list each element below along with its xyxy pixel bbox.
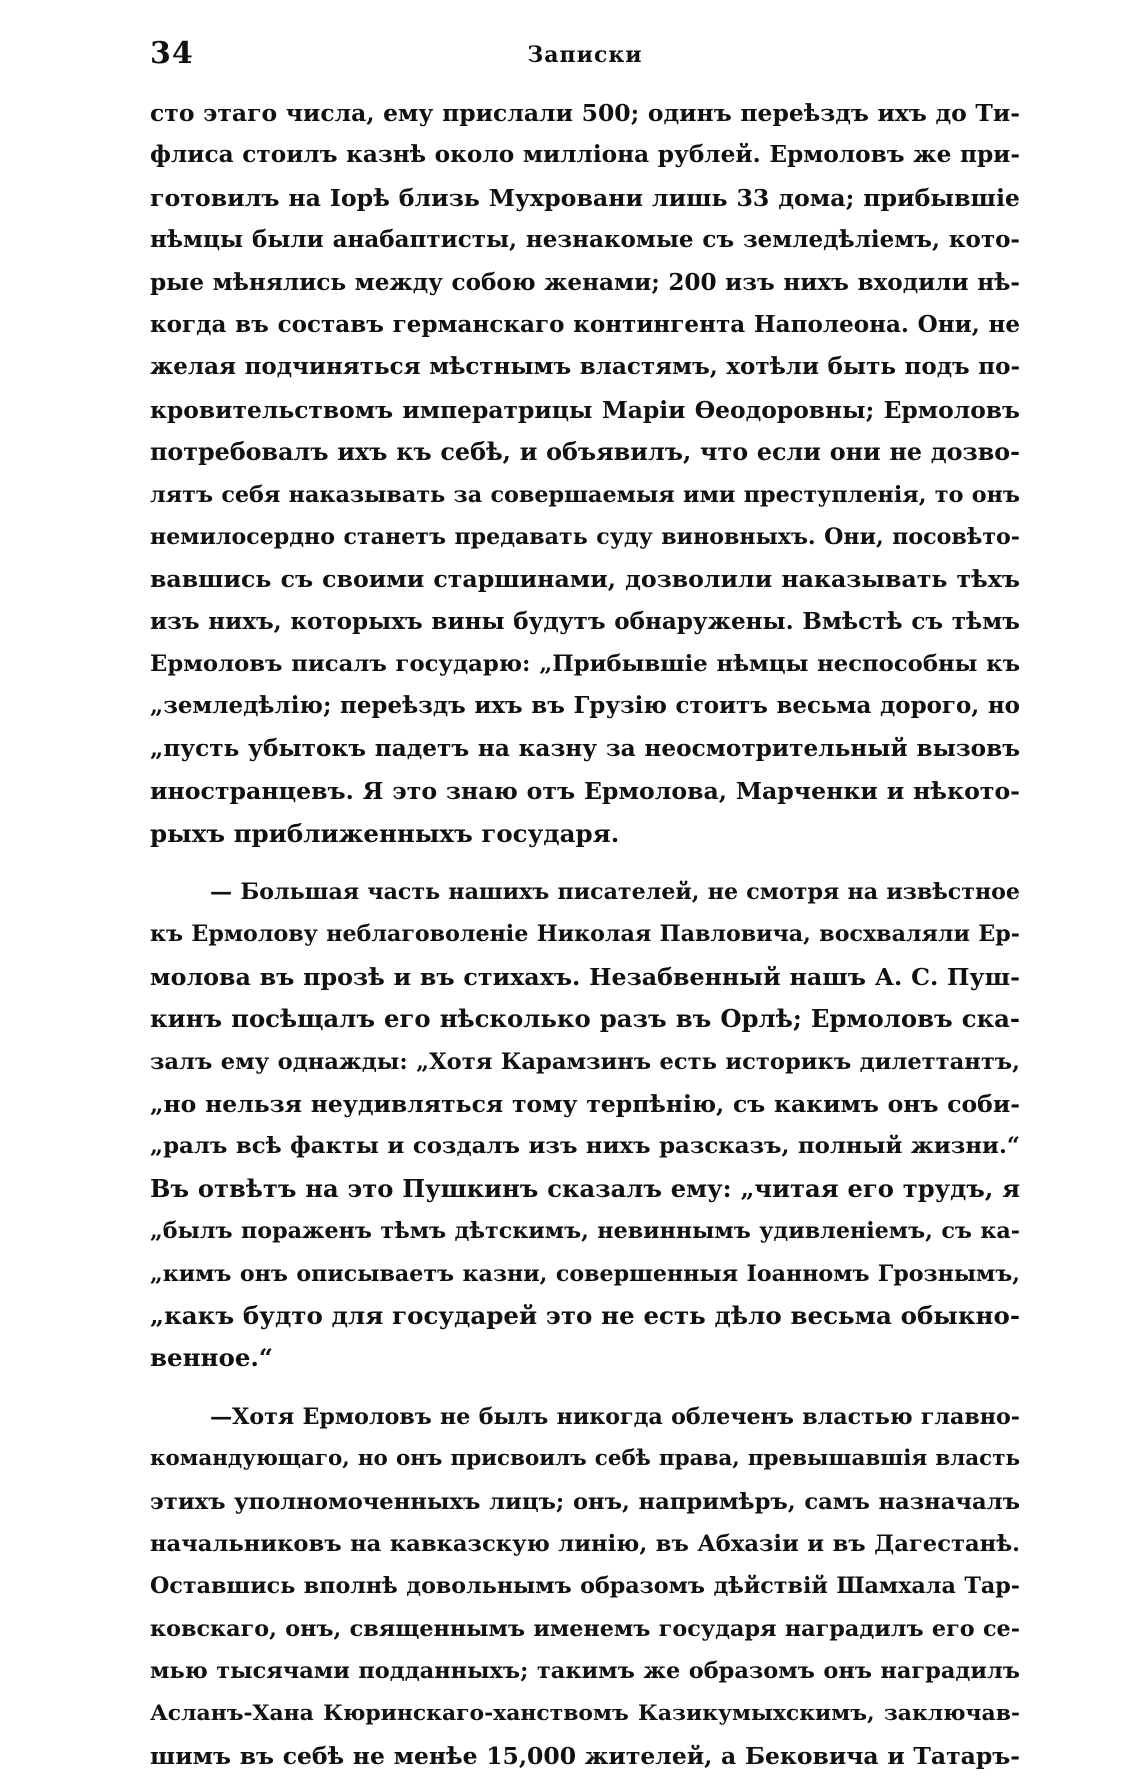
text-line: лятъ себя наказывать за совершаемыя ими преступленія, то онъ (150, 481, 1020, 508)
text-line: кинъ посѣщалъ его нѣсколько разъ въ Орлѣ; Ермоловъ ска- (150, 1004, 1020, 1034)
text-line: Асланъ-Хана Кюринскаго-ханствомъ Казикумыхскимъ, заключав- (150, 1700, 1020, 1727)
running-head (150, 36, 1020, 76)
text-line: когда въ составъ германскаго контингента Наполеона. Они, не (150, 310, 1020, 338)
text-line: Въ отвѣтъ на это Пушкинъ сказалъ ему: „читая его трудъ, я (150, 1173, 1020, 1203)
text-line: залъ ему однажды: „Хотя Карамзинъ есть историкъ дилеттантъ, (150, 1048, 1020, 1075)
text-line: кровительствомъ императрицы Маріи Ѳеодоровны; Ермоловъ (150, 395, 1020, 424)
text-line: рые мѣнялись между собою женами; 200 изъ нихъ входили нѣ- (150, 268, 1020, 296)
text-line: къ Ермолову неблаговоленіе Николая Павловича, восхваляли Ер- (150, 921, 1020, 948)
page-number: 34 (150, 36, 194, 71)
text-line: „пусть убытокъ падетъ на казну за неосмотрительный вызовъ (150, 734, 1020, 762)
text-line: нѣмцы были анабаптисты, незнакомые съ земледѣліемъ, кото- (150, 226, 1020, 254)
text-line: командующаго, но онъ присвоилъ себѣ права, превышавшія власть (150, 1446, 1020, 1472)
text-line: немилосердно станетъ предавать суду виновныхъ. Они, посовѣто- (150, 523, 1020, 550)
text-line: сто этаго числа, ему прислали 500; одинъ переѣздъ ихъ до Ти- (150, 99, 1020, 127)
text-line: шимъ въ себѣ не менѣе 15,000 жителей, а Бековича и Татаръ- (150, 1741, 1020, 1770)
text-line: этихъ уполномоченныхъ лицъ; онъ, напримѣръ, самъ назначалъ (150, 1488, 1020, 1515)
paragraph-1 (150, 92, 1020, 855)
running-title: Записки (527, 42, 643, 68)
paragraph-3 (150, 1396, 1020, 1777)
text-line: начальниковъ на кавказскую линію, въ Абхазіи и въ Дагестанѣ. (150, 1530, 1020, 1557)
text-line: вавшись съ своими старшинами, дозволили наказывать тѣхъ (150, 565, 1020, 594)
text-line: изъ нихъ, которыхъ вины будутъ обнаружены. Вмѣстѣ съ тѣмъ (150, 607, 1020, 635)
text-line: иностранцевъ. Я это знаю отъ Ермолова, Марченки и нѣкото- (150, 777, 1020, 806)
text-line: „былъ пораженъ тѣмъ дѣтскимъ, невиннымъ удивленіемъ, съ ка- (150, 1218, 1020, 1245)
text-line: —Хотя Ермоловъ не былъ никогда облеченъ властью главно- (210, 1403, 1020, 1430)
text-line: потребовалъ ихъ къ себѣ, и объявилъ, что если они не дозво- (150, 438, 1020, 467)
text-line: флиса стоилъ казнѣ около милліона рублей. Ермоловъ же при- (150, 141, 1020, 169)
text-line: готовилъ на Іорѣ близь Мухровани лишь 33 дома; прибывшіе (150, 183, 1020, 212)
text-line: Ермоловъ писалъ государю: „Прибывшіе нѣмцы неспособны къ (150, 651, 1020, 678)
text-line: венное.“ (150, 1343, 274, 1373)
text-line: „ралъ всѣ факты и создалъ изъ нихъ разсказъ, полный жизни.“ (150, 1133, 1020, 1160)
text-line: молова въ прозѣ и въ стихахъ. Незабвенный нашъ А. С. Пуш- (150, 962, 1020, 991)
body-text (150, 92, 1020, 1777)
text-line: рыхъ приближенныхъ государя. (150, 818, 620, 848)
text-line: „земледѣлію; переѣздъ ихъ въ Грузію стоитъ весьма дорого, но (150, 692, 1020, 720)
text-line: мью тысячами подданныхъ; такимъ же образомъ онъ наградилъ (150, 1658, 1020, 1685)
text-line: „но нельзя неудивляться тому терпѣнію, съ какимъ онъ соби- (150, 1089, 1020, 1118)
text-line: Оставшись вполнѣ довольнымъ образомъ дѣйствій Шамхала Тар- (150, 1573, 1020, 1600)
text-line: желая подчиняться мѣстнымъ властямъ, хотѣли быть подъ по- (150, 353, 1020, 381)
text-line: „кимъ онъ описываетъ казни, совершенныя Іоанномъ Грознымъ, (150, 1260, 1020, 1287)
text-line: „какъ будто для государей это не есть дѣло весьма обыкно- (150, 1300, 1020, 1330)
text-line: ковскаго, онъ, священнымъ именемъ государя наградилъ его се- (150, 1615, 1020, 1642)
text-line: — Большая часть нашихъ писателей, не смотря на извѣстное (210, 879, 1020, 906)
paragraph-2 (150, 871, 1020, 1380)
